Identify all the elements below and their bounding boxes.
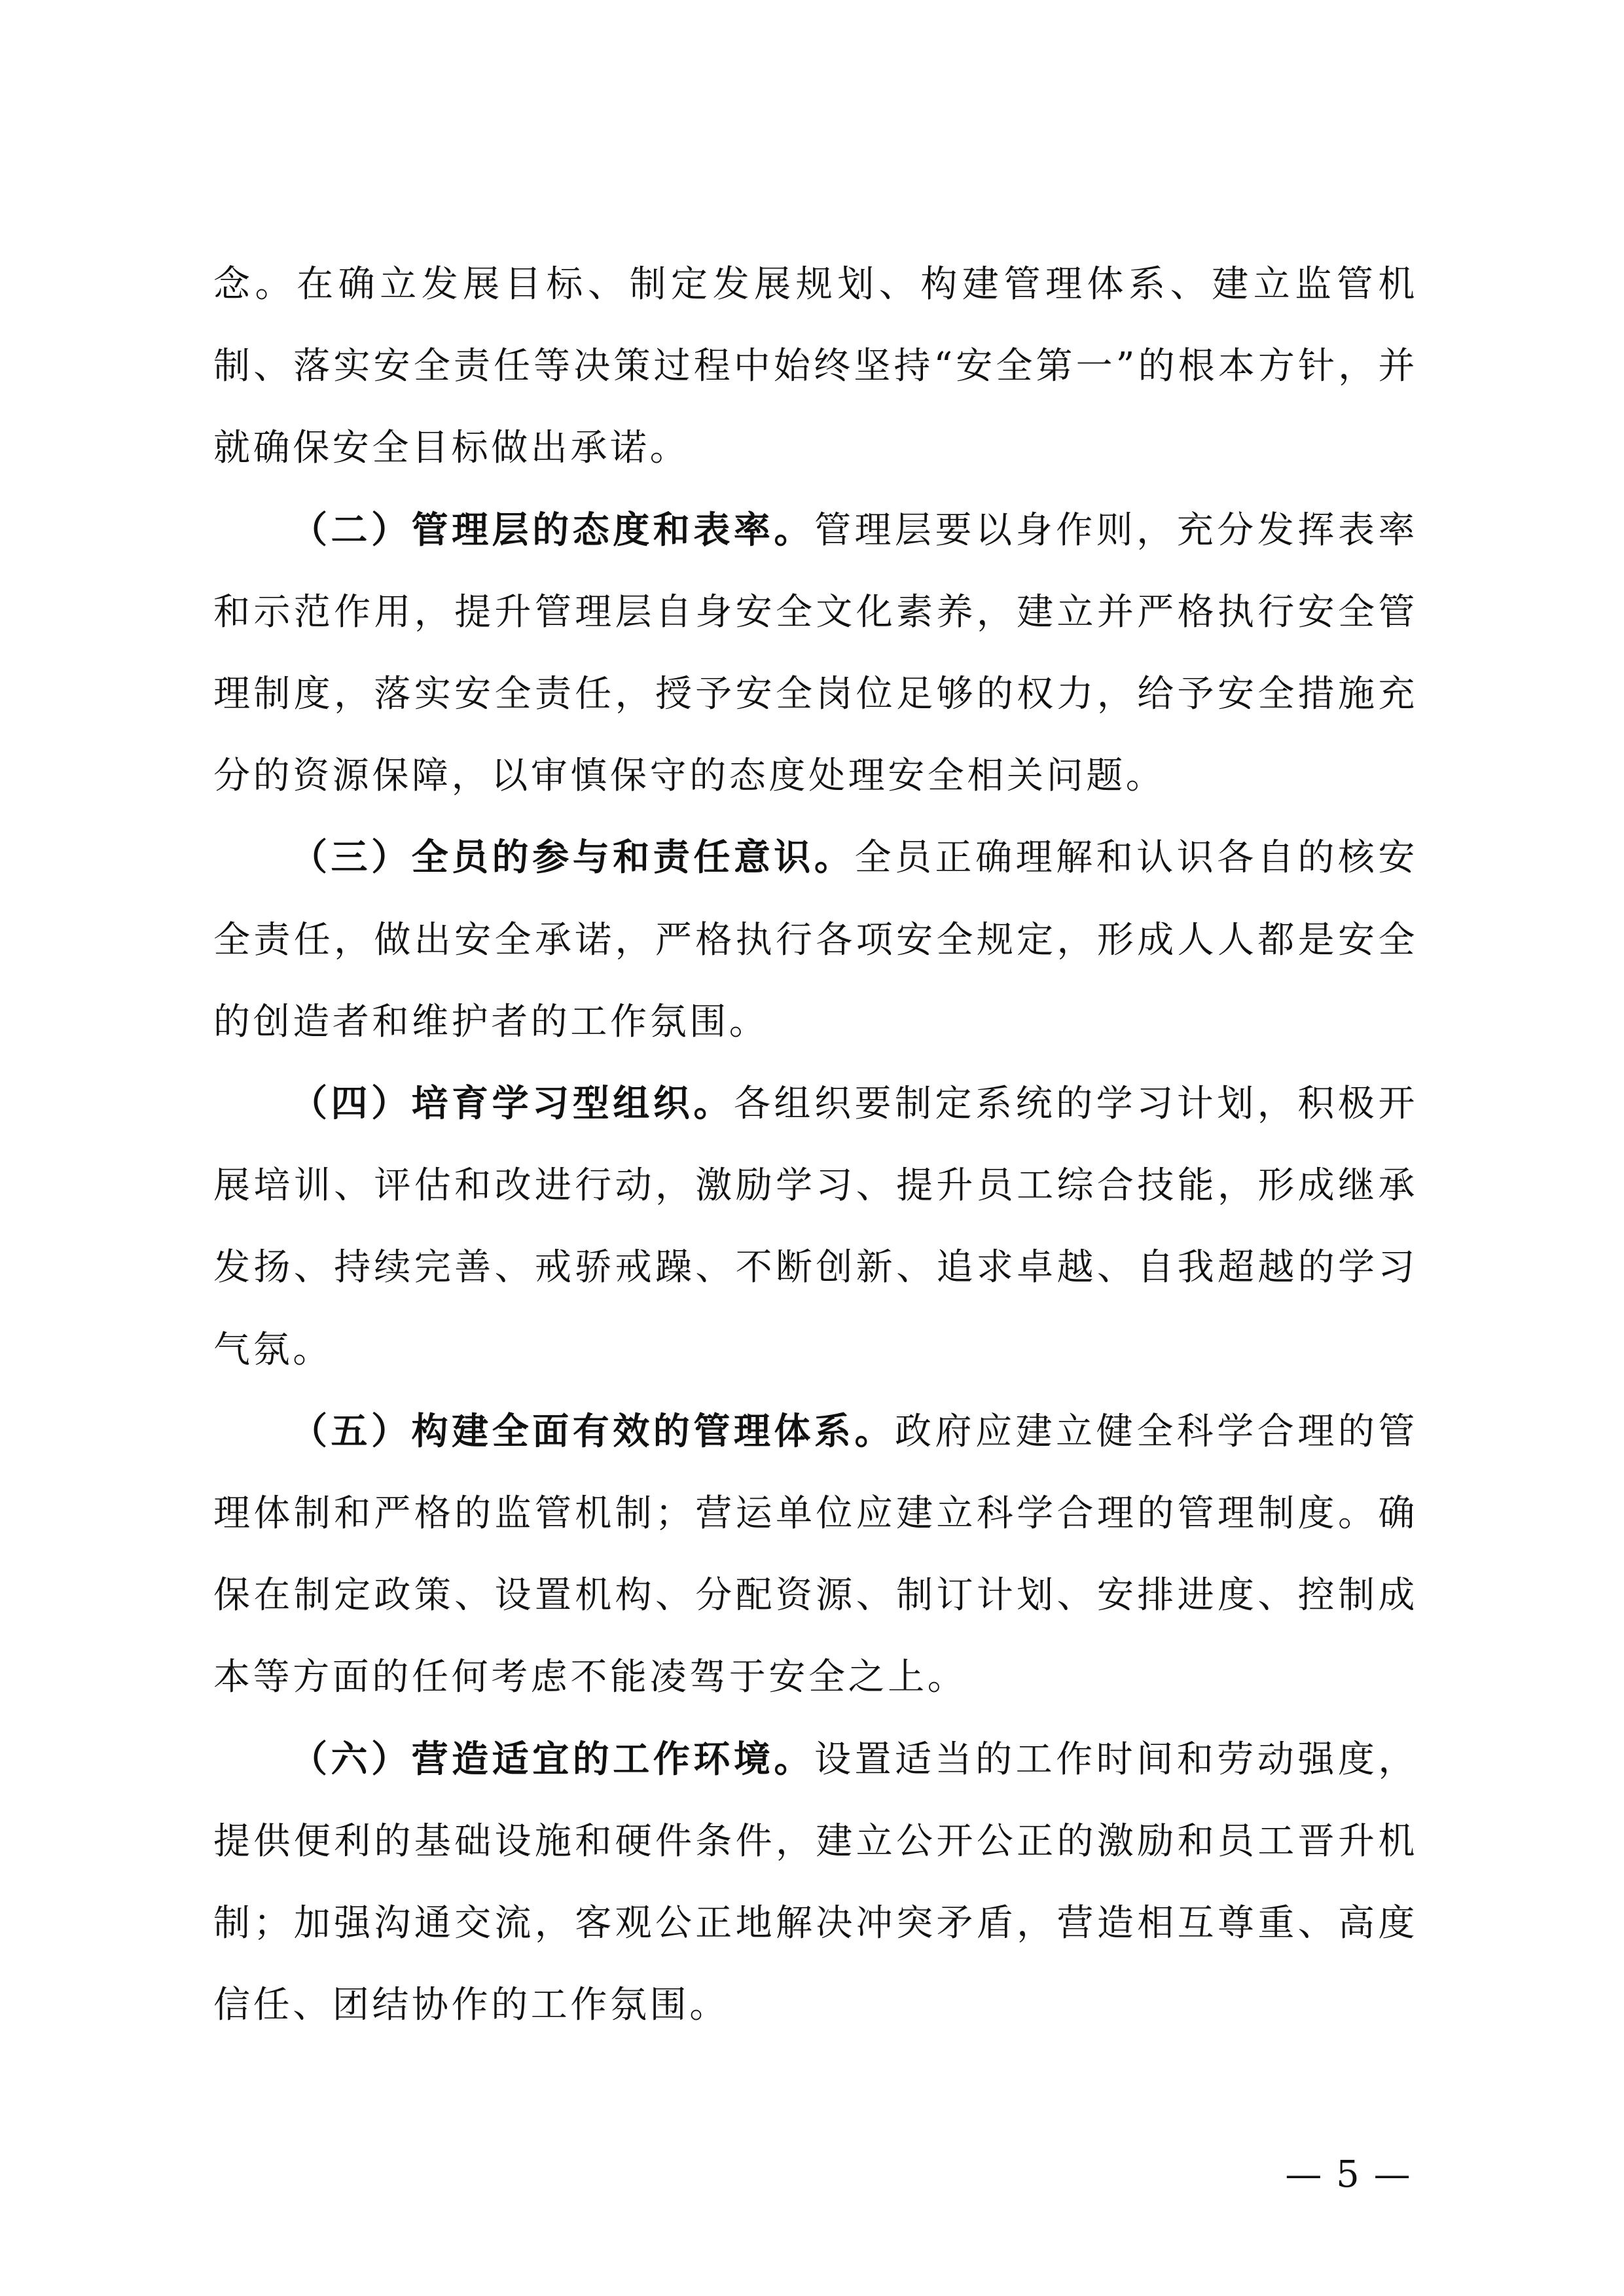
paragraph-work-environment bbox=[213, 1719, 1418, 2047]
paragraph-management-attitude bbox=[213, 490, 1418, 817]
paragraph-learning-organization bbox=[213, 1063, 1418, 1391]
paragraph-continuation bbox=[213, 243, 1418, 490]
paragraph-management-system bbox=[213, 1391, 1418, 1719]
paragraph-body: 政府应建立健全科学合理的管理体制和严格的监管机制；营运单位应建立科学合理的管理制度。确保在制定政策、设置机构、分配资源、制订计划、安排进度、控制成本等方面的任何考虑不能凌驾于安全之上。 bbox=[213, 1410, 1418, 1699]
paragraph-body: 念。在确立发展目标、制定发展规划、构建管理体系、建立监管机制、落实安全责任等决策过程中始终坚持“安全第一”的根本方针，并就确保安全目标做出承诺。 bbox=[213, 263, 1418, 470]
page-number: — 5 — bbox=[1285, 2153, 1412, 2196]
paragraph-staff-participation bbox=[213, 817, 1418, 1063]
paragraph-heading: （三）全员的参与和责任意识。 bbox=[291, 836, 855, 880]
paragraph-heading: （二）管理层的态度和表率。 bbox=[291, 508, 814, 552]
paragraph-heading: （六）营造适宜的工作环境。 bbox=[291, 1737, 814, 1781]
paragraph-body: 全员正确理解和认识各自的核安全责任，做出安全承诺，严格执行各项安全规定，形成人人都是安全的创造者和维护者的工作氛围。 bbox=[213, 836, 1418, 1043]
paragraph-body: 管理层要以身作则，充分发挥表率和示范作用，提升管理层自身安全文化素养，建立并严格执行安全管理制度，落实安全责任，授予安全岗位足够的权力，给予安全措施充分的资源保障，以审慎保守的态度处理安全相关问题。 bbox=[213, 509, 1418, 798]
paragraph-heading: （五）构建全面有效的管理体系。 bbox=[291, 1409, 895, 1453]
paragraph-heading: （四）培育学习型组织。 bbox=[291, 1082, 734, 1126]
paragraph-body: 设置适当的工作时间和劳动强度，提供便利的基础设施和硬件条件，建立公开公正的激励和员工晋升机制；加强沟通交流，客观公正地解决冲突矛盾，营造相互尊重、高度信任、团结协作的工作氛围。 bbox=[213, 1738, 1418, 2027]
body-text bbox=[213, 243, 1418, 2046]
paragraph-body: 各组织要制定系统的学习计划，积极开展培训、评估和改进行动，激励学习、提升员工综合技能，形成继承发扬、持续完善、戒骄戒躁、不断创新、追求卓越、自我超越的学习气氛。 bbox=[213, 1083, 1418, 1371]
